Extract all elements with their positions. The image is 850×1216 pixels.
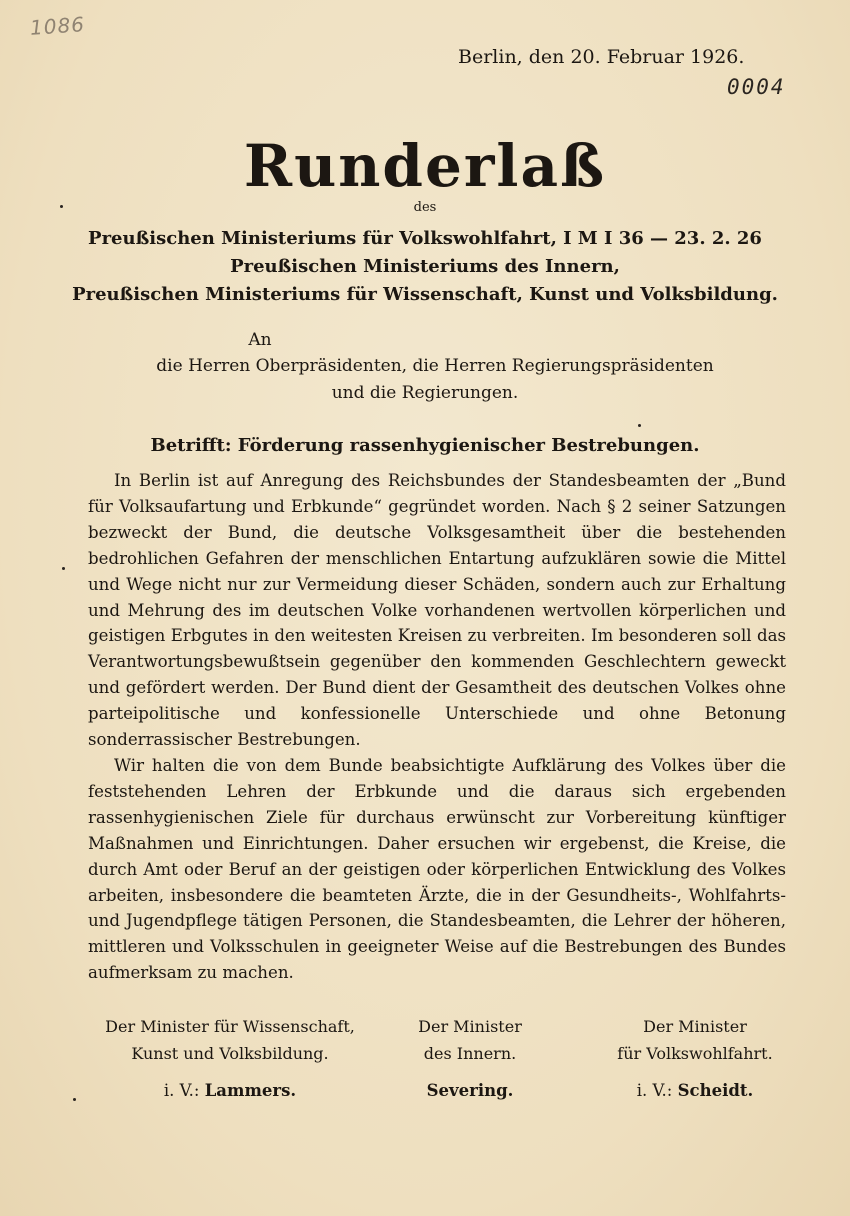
archive-stamp-number: 0004 [727,75,786,99]
addressee-line-2: und die Regierungen. [331,383,519,403]
signature-block-volkswohlfahrt [590,1013,800,1104]
margin-mark [62,567,65,570]
margin-mark [73,1098,76,1101]
date-line: Berlin, den 20. Februar 1926. [458,46,745,68]
signature-block-wissenschaft [80,1013,380,1104]
signature-title-line-1: Der Minister für Wissenschaft, [105,1017,355,1036]
signatory-scheidt: Scheidt. [677,1081,754,1100]
letter-body [88,468,786,986]
body-paragraph-1: In Berlin ist auf Anregung des Reichsbundes der Standesbeamten der „Bund für Volksaufartung und Erbkunde“ gegründet worden. Nach § 2 seiner Satzungen bezweckt der Bund, die deutsche Volksgesamtheit über die bestehenden bedrohlichen Gefahren der menschlichen Entartung aufzuklären sowie die Mittel und Wege nicht nur zur Vermeidung dieser Schäden, sondern auch zur Erhaltung und Mehrung des im deutschen Volke vorhandenen wertvollen körperlichen und geistigen Erbgutes in den weitesten Kreisen zu verbreiten. Im besonderen soll das Verantwortungsbewußtsein gegenüber den kommenden Geschlechtern geweckt und gefördert werden. Der Bund dient der Gesamtheit des deutschen Volkes ohne parteipolitische und konfessionelle Unterschiede und ohne Betonung sonderrassischer Bestrebungen. [88,471,786,750]
signature-title-line-1: Der Minister [418,1017,522,1036]
body-paragraph-2: Wir halten die von dem Bunde beabsichtigte Aufklärung des Volkes über die feststehenden Lehren der Erbkunde und die daraus sich ergebenden rassenhygienischen Ziele für durchaus erwünscht zur Vorbereitung künftiger Maßnahmen und Einrichtungen. Daher ersuchen wir ergebenst, die Kreise, die durch Amt oder Beruf an der geistigen oder körperlichen Entwicklung des Volkes arbeiten, insbesondere die beamteten Ärzte, die in der Gesundheits-, Wohlfahrts- und Jugendpflege tätigen Personen, die Standesbeamten, die Lehrer der höheren, mittleren und Volksschulen in geeigneter Weise auf die Bestrebungen des Bundes aufmerksam zu machen. [88,755,786,983]
signature-name [395,1077,545,1104]
title-connector: des [413,200,437,215]
signatory-lammers: Lammers. [204,1081,297,1100]
signature-title-line-1: Der Minister [643,1017,747,1036]
signature-title-line-2: des Innern. [423,1044,517,1063]
signature-name [590,1077,800,1104]
ministry-line-3: Preußischen Ministeriums für Wissenschaft, Kunst und Volksbildung. [72,284,778,305]
addressee-line-1: die Herren Oberpräsidenten, die Herren Regierungspräsidenten [156,356,714,376]
signature-prefix: i. V.: [636,1081,673,1100]
pencil-annotation: 1086 [29,12,86,40]
addressee-an: An [248,330,272,350]
signature-title-line-2: Kunst und Volksbildung. [131,1044,329,1063]
signature-title-line-2: für Volkswohlfahrt. [617,1044,773,1063]
signature-name [80,1077,380,1104]
ministry-line-1: Preußischen Ministeriums für Volkswohlfahrt, I M I 36 — 23. 2. 26 [88,228,762,249]
ministry-line-2: Preußischen Ministeriums des Innern, [230,256,620,277]
document-title: Runderlaß [243,132,607,200]
margin-mark [638,424,641,427]
margin-mark [60,205,63,208]
signatory-severing: Severing. [426,1081,514,1100]
signature-block-innern [395,1013,545,1104]
subject-line: Betrifft: Förderung rassenhygienischer Bestrebungen. [150,435,700,456]
signature-prefix: i. V.: [163,1081,200,1100]
